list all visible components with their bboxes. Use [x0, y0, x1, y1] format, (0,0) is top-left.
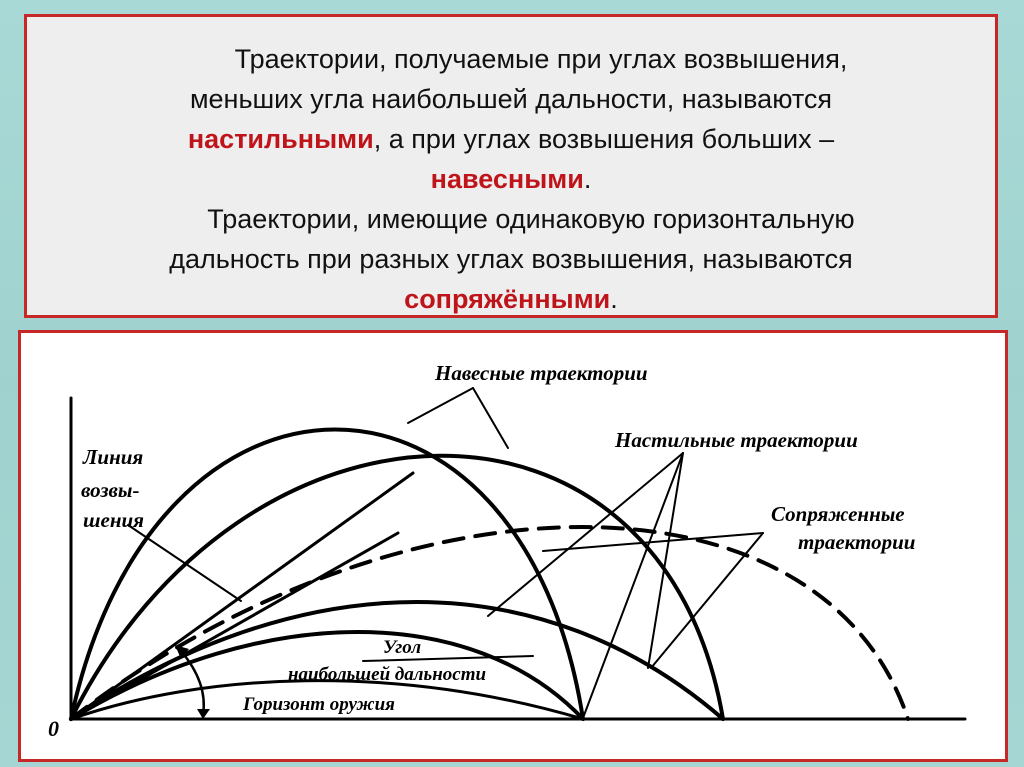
label-high-trajectories: Навесные траектории — [435, 361, 648, 385]
trajectory-diagram — [21, 333, 1011, 765]
leader-line-1 — [128, 525, 241, 601]
term-flat: настильными — [187, 124, 374, 154]
p1-line2: меньших угла наибольшей дальности, называются — [189, 84, 833, 114]
leader-high-1 — [408, 388, 473, 423]
p2-line2: дальность при разных углах возвышения, называются — [169, 244, 853, 274]
definition-text-box — [24, 14, 998, 318]
label-angle-2: наибольшей дальности — [288, 664, 487, 685]
p1-line3: , а при углах возвышения больших – — [373, 124, 835, 154]
label-angle-1: Угол — [383, 637, 422, 658]
p1-line1: Траектории, получаемые при углах возвышения, — [234, 44, 848, 74]
label-conjugate-1: Сопряженные — [771, 502, 905, 526]
paragraph-1 — [27, 39, 995, 199]
paragraph-2 — [27, 199, 995, 319]
label-horizon: Горизонт оружия — [243, 694, 395, 715]
label-conjugate-2: траектории — [798, 530, 916, 554]
label-elevation-3: шения — [83, 508, 144, 532]
origin-label: 0 — [48, 716, 59, 741]
leader-conj-2 — [651, 533, 763, 668]
term-conjugate: сопряжёнными — [404, 284, 611, 314]
p2-line1: Траектории, имеющие одинаковую горизонтальную — [207, 204, 855, 234]
elevation-line-2 — [71, 533, 398, 719]
label-flat-trajectories: Настильные траектории — [615, 428, 858, 452]
leader-high-2 — [473, 388, 508, 448]
term-high: навесными — [430, 164, 584, 194]
p2-end: . — [610, 284, 618, 314]
label-elevation-2: возвы- — [81, 478, 140, 502]
trajectory-diagram-box — [18, 330, 1008, 762]
label-elevation-1: Линия — [83, 445, 144, 469]
p1-end: . — [583, 164, 592, 194]
